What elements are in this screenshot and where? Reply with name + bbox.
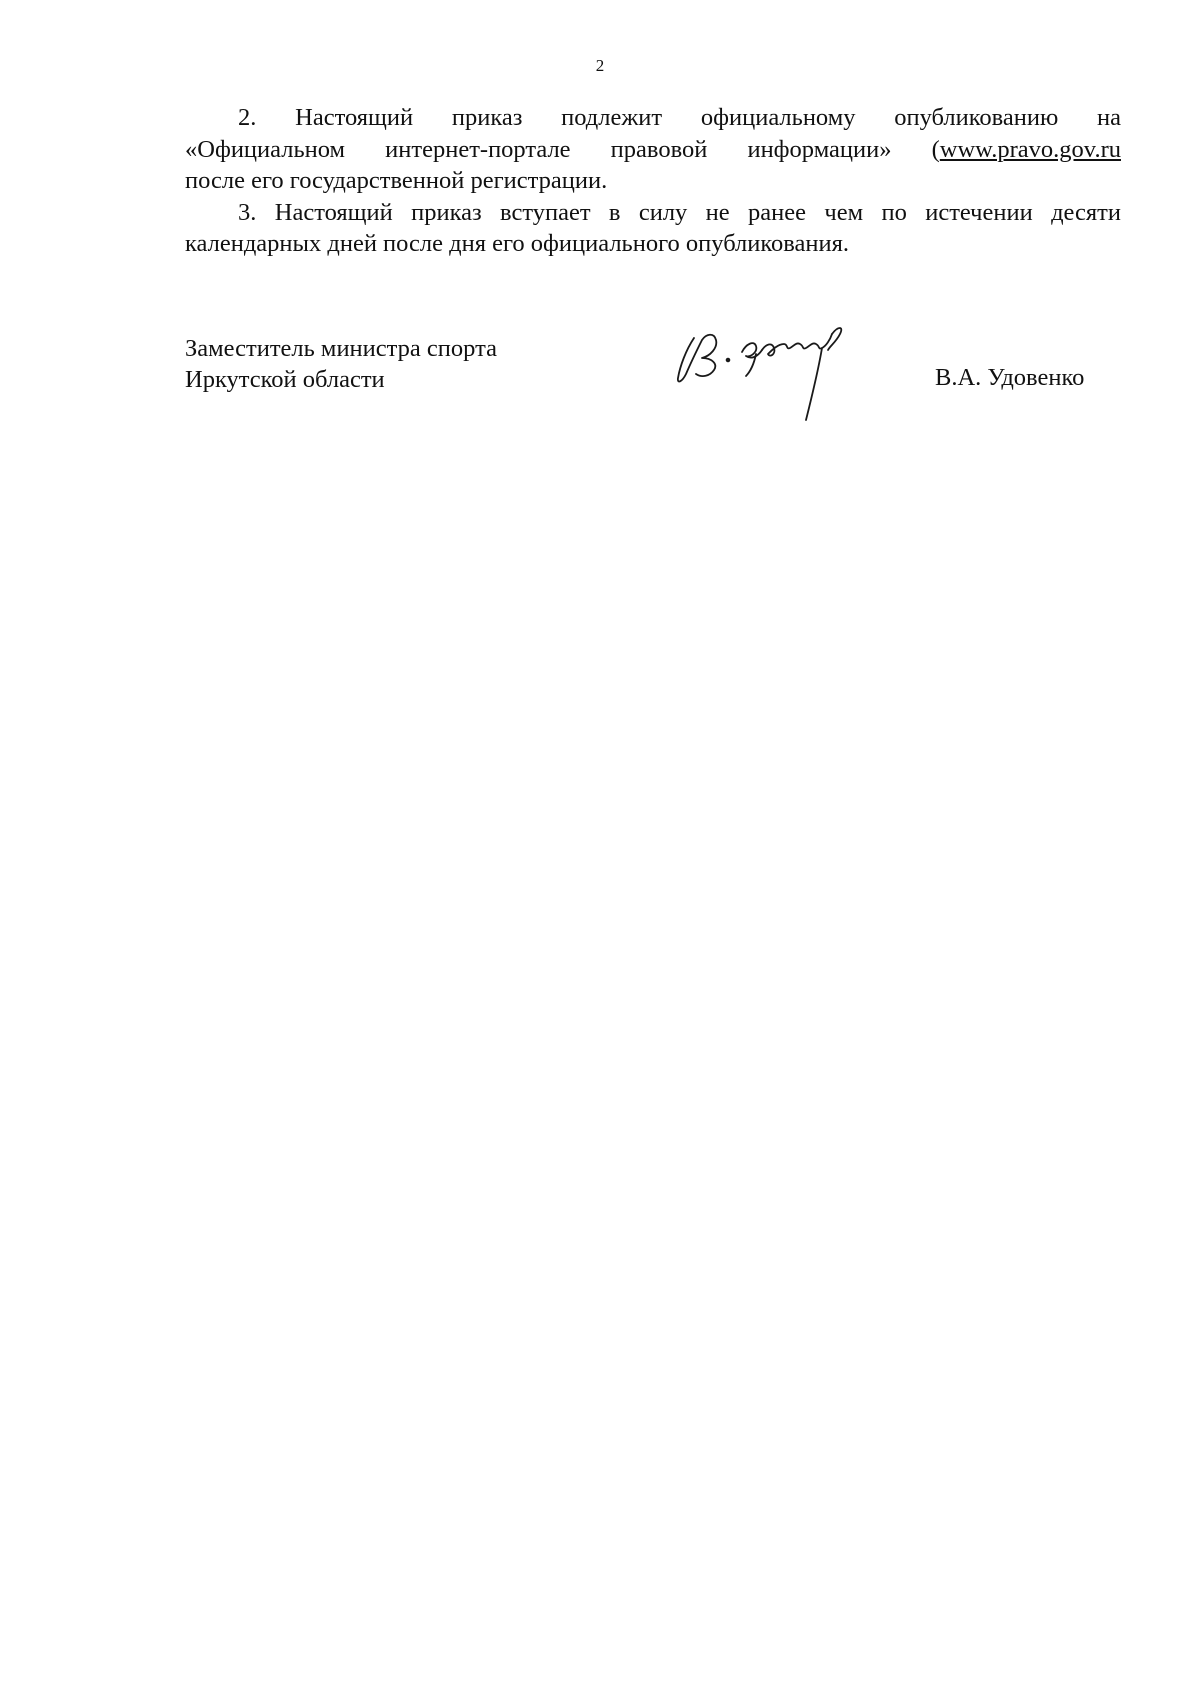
signer-position-line-2: Иркутской области [185, 366, 385, 393]
signer-name: В.А. Удовенко [935, 364, 1085, 391]
paragraph-2-line-2 [185, 134, 1121, 166]
paragraph-2-line-2-text: «Официальном интернет-портале правовой информации» ( [185, 135, 940, 163]
paragraph-2-line-1: 2. Настоящий приказ подлежит официальному опубликованию на [238, 104, 1121, 131]
paragraph-3-line-1: 3. Настоящий приказ вступает в силу не ранее чем по истечении десяти [238, 198, 1121, 226]
pravo-url-link[interactable]: www.pravo.gov.ru [939, 135, 1121, 163]
signer-position [185, 333, 497, 395]
paragraph-2-line-3: после его государственной регистрации. [185, 167, 608, 194]
paragraph-3-line-2: календарных дней после дня его официального опубликования. [185, 230, 850, 257]
page-number: 2 [595, 56, 605, 75]
paragraph-3 [185, 197, 1121, 260]
paragraph-2 [185, 102, 1121, 197]
handwritten-signature [672, 320, 892, 430]
document-body [185, 102, 1121, 260]
signer-position-line-1: Заместитель министра спорта [185, 335, 497, 362]
